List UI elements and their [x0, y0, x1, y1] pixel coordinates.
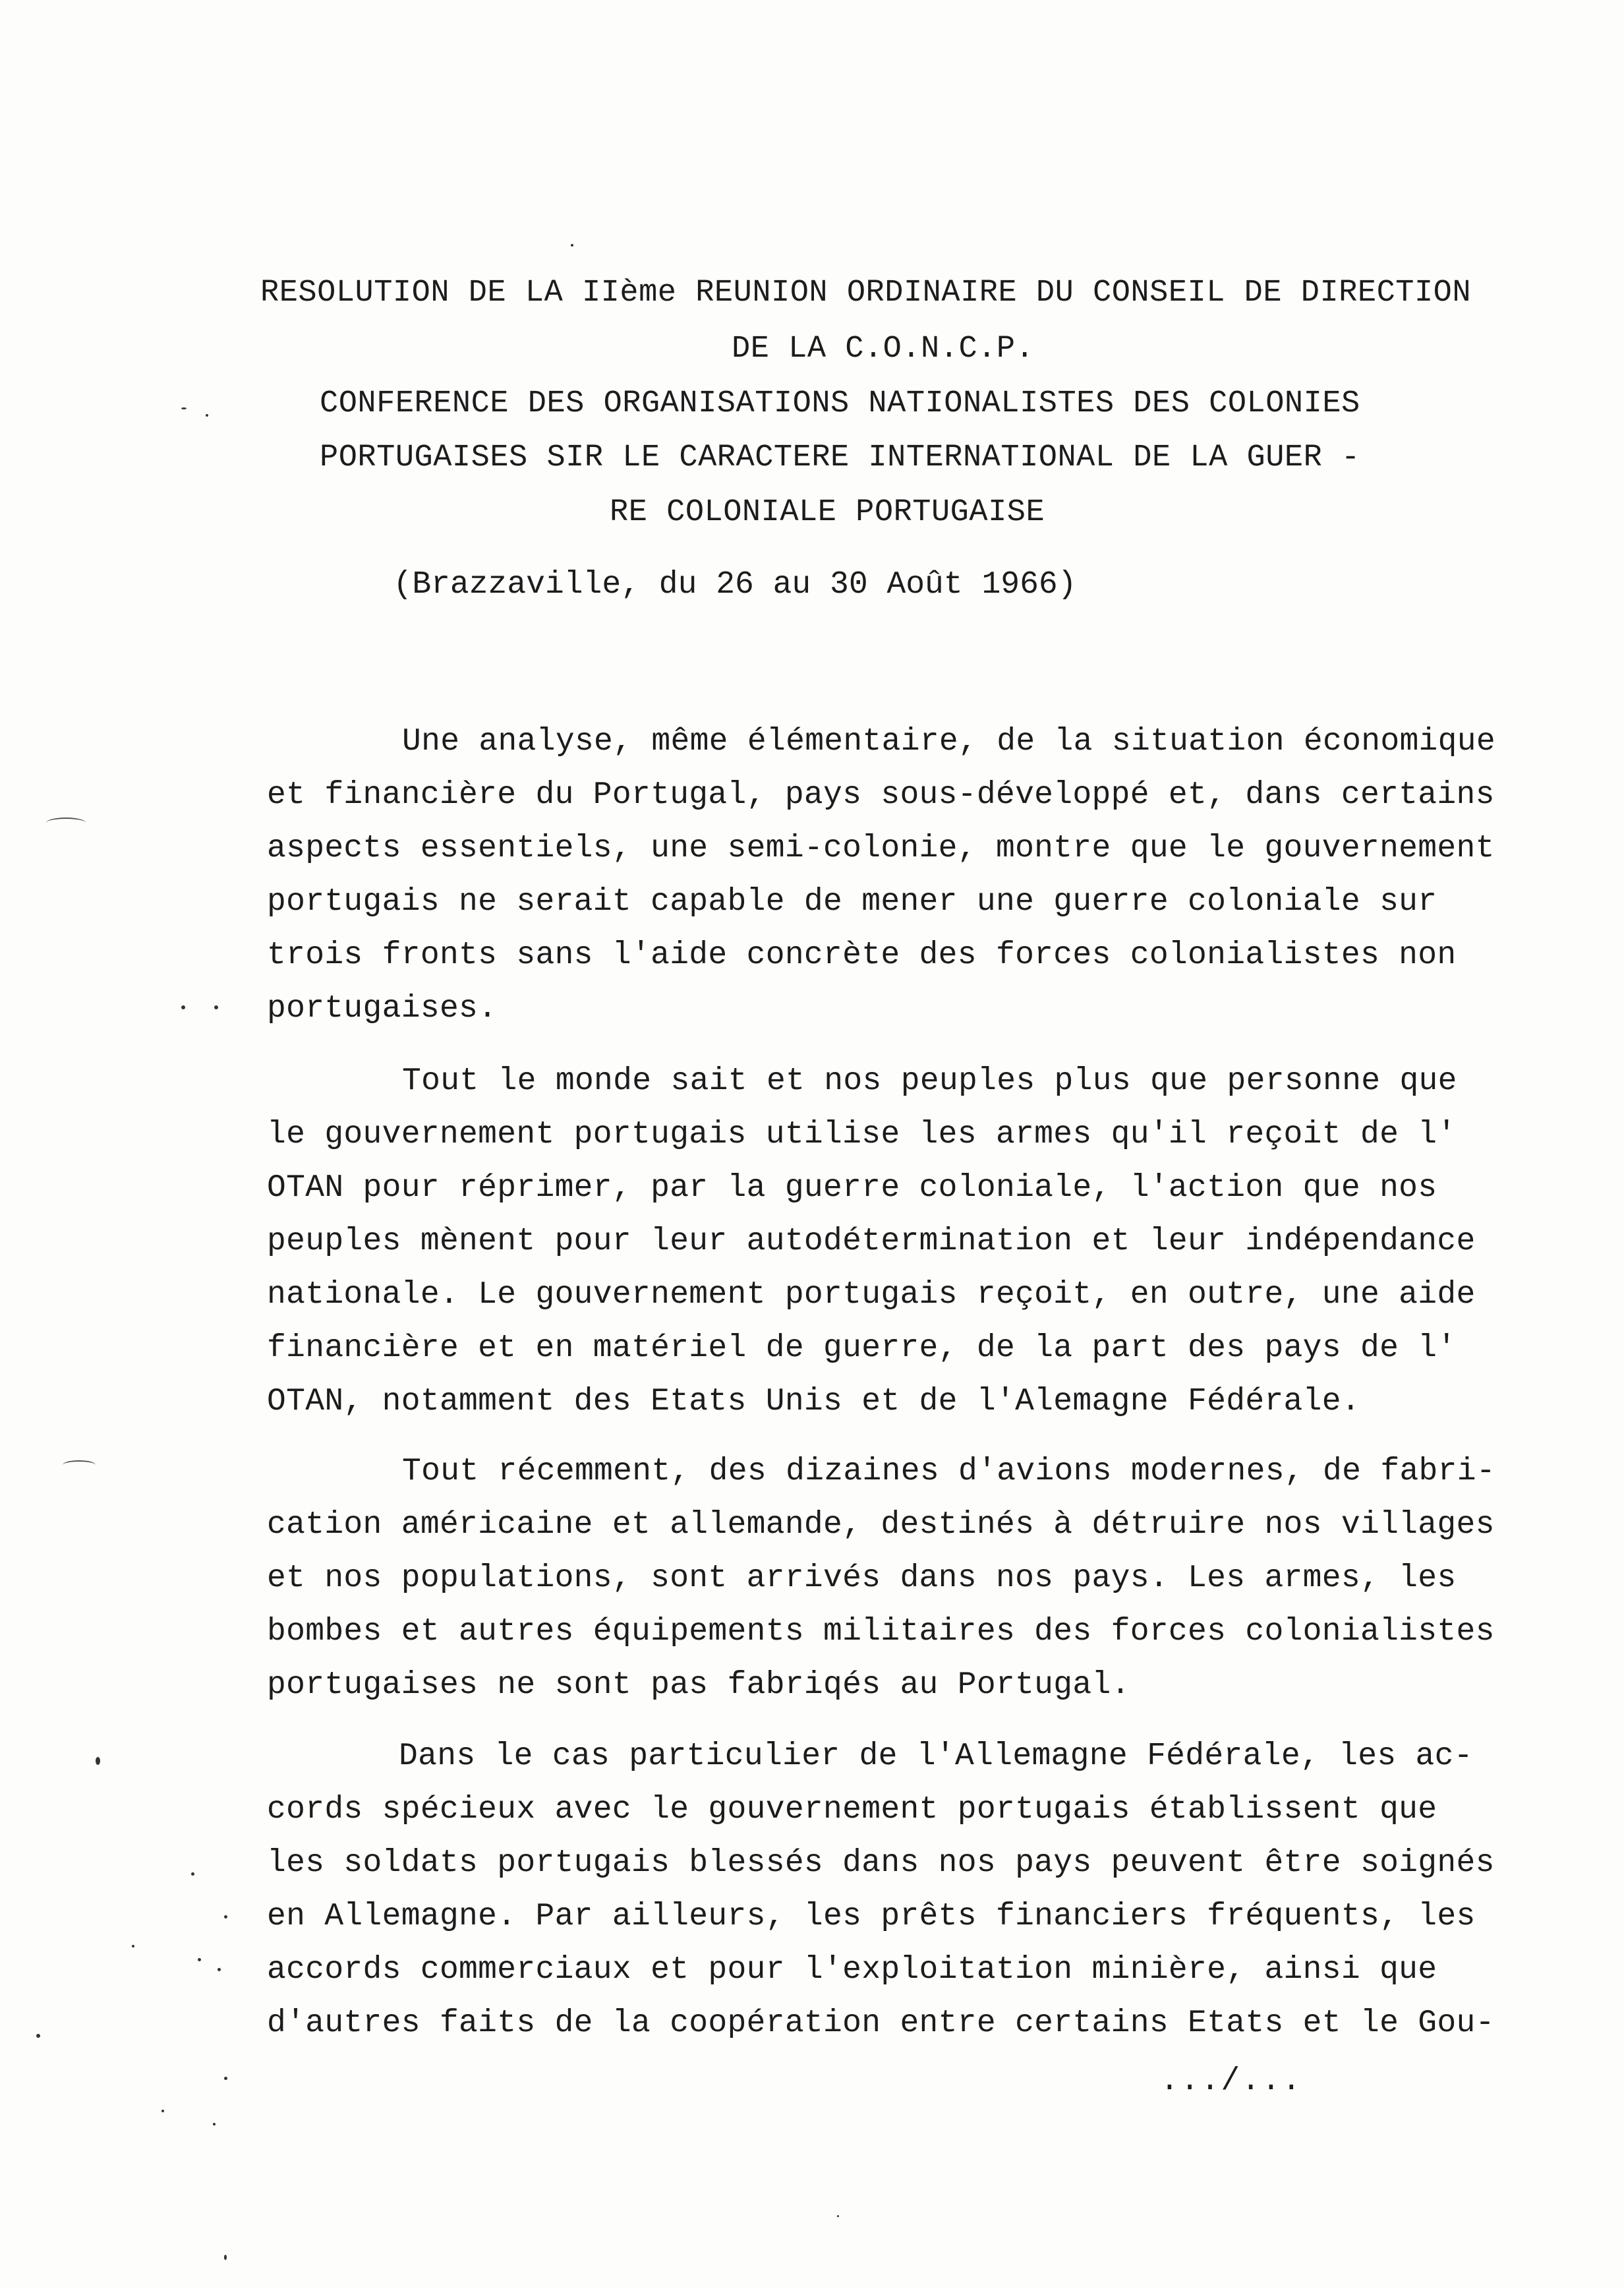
- paragraph-1-line-3: aspects essentiels, une semi-colonie, montre que le gouvernement: [267, 831, 1495, 866]
- paragraph-3-line-1: Tout récemment, des dizaines d'avions modernes, de fabri-: [402, 1454, 1495, 1489]
- margin-mark: [46, 818, 86, 828]
- paragraph-2-line-5: nationale. Le gouvernement portugais reçoit, en outre, une aide: [267, 1277, 1476, 1313]
- scan-speck: [191, 1872, 194, 1876]
- scan-speck: [36, 2034, 40, 2038]
- scan-speck: [213, 2123, 216, 2126]
- scan-speck: [161, 2110, 164, 2112]
- title-line-2: DE LA C.O.N.C.P.: [732, 332, 1035, 367]
- paragraph-1-line-1: Une analyse, même élémentaire, de la situation économique: [402, 724, 1495, 759]
- scan-speck: [198, 1958, 201, 1961]
- paragraph-2-line-6: financière et en matériel de guerre, de la part des pays de l': [267, 1330, 1457, 1366]
- date-line: (Brazzaville, du 26 au 30 Août 1966): [393, 567, 1077, 603]
- title-line-1: RESOLUTION DE LA IIème REUNION ORDINAIRE DU CONSEIL DE DIRECTION: [260, 276, 1472, 311]
- paragraph-1-line-6: portugaises.: [267, 991, 498, 1026]
- scan-speck: [224, 2255, 227, 2260]
- paragraph-2-line-3: OTAN pour réprimer, par la guerre coloniale, l'action que nos: [267, 1170, 1437, 1206]
- paragraph-2-line-2: le gouvernement portugais utilise les armes qu'il reçoit de l': [267, 1117, 1457, 1152]
- scan-speck: [181, 407, 187, 409]
- paragraph-4-line-3: les soldats portugais blessés dans nos pays peuvent être soignés: [267, 1845, 1495, 1881]
- title-line-4: PORTUGAISES SIR LE CARACTERE INTERNATIONAL DE LA GUER -: [320, 440, 1360, 475]
- scan-speck: [214, 1005, 218, 1009]
- scan-speck: [218, 1968, 221, 1971]
- scan-speck: [571, 244, 573, 247]
- paragraph-3-line-5: portugaises ne sont pas fabriqés au Portugal.: [267, 1667, 1130, 1703]
- paragraph-3-line-4: bombes et autres équipements militaires des forces colonialistes: [267, 1614, 1495, 1650]
- continuation-mark: .../...: [1160, 2064, 1302, 2099]
- paragraph-4-line-6: d'autres faits de la coopération entre certains Etats et le Gou-: [267, 2006, 1495, 2041]
- title-line-3: CONFERENCE DES ORGANISATIONS NATIONALISTES DES COLONIES: [320, 386, 1360, 421]
- paragraph-1-line-5: trois fronts sans l'aide concrète des forces colonialistes non: [267, 937, 1457, 973]
- scan-speck: [206, 414, 208, 417]
- scan-speck: [837, 2215, 839, 2217]
- paragraph-2-line-7: OTAN, notamment des Etats Unis et de l'Alemagne Fédérale.: [267, 1384, 1360, 1419]
- scan-speck: [224, 2077, 227, 2080]
- paragraph-4-line-1: Dans le cas particulier de l'Allemagne Fédérale, les ac-: [399, 1739, 1473, 1774]
- paragraph-2-line-1: Tout le monde sait et nos peuples plus que personne que: [402, 1063, 1457, 1099]
- paragraph-2-line-4: peuples mènent pour leur autodétermination et leur indépendance: [267, 1224, 1476, 1259]
- margin-mark: [63, 1460, 96, 1470]
- paragraph-4-line-5: accords commerciaux et pour l'exploitation minière, ainsi que: [267, 1952, 1437, 1988]
- paragraph-3-line-2: cation américaine et allemande, destinés à détruire nos villages: [267, 1507, 1495, 1543]
- paragraph-1-line-2: et financière du Portugal, pays sous-développé et, dans certains: [267, 777, 1495, 813]
- scan-speck: [96, 1757, 100, 1765]
- scan-speck: [132, 1945, 134, 1947]
- paragraph-1-line-4: portugais ne serait capable de mener une guerre coloniale sur: [267, 884, 1437, 920]
- paragraph-4-line-2: cords spécieux avec le gouvernement portugais établissent que: [267, 1792, 1437, 1828]
- paragraph-4-line-4: en Allemagne. Par ailleurs, les prêts financiers fréquents, les: [267, 1899, 1476, 1934]
- scan-speck: [224, 1915, 227, 1918]
- paragraph-3-line-3: et nos populations, sont arrivés dans nos pays. Les armes, les: [267, 1561, 1457, 1596]
- scan-speck: [181, 1005, 185, 1009]
- title-line-5: RE COLONIALE PORTUGAISE: [610, 495, 1045, 530]
